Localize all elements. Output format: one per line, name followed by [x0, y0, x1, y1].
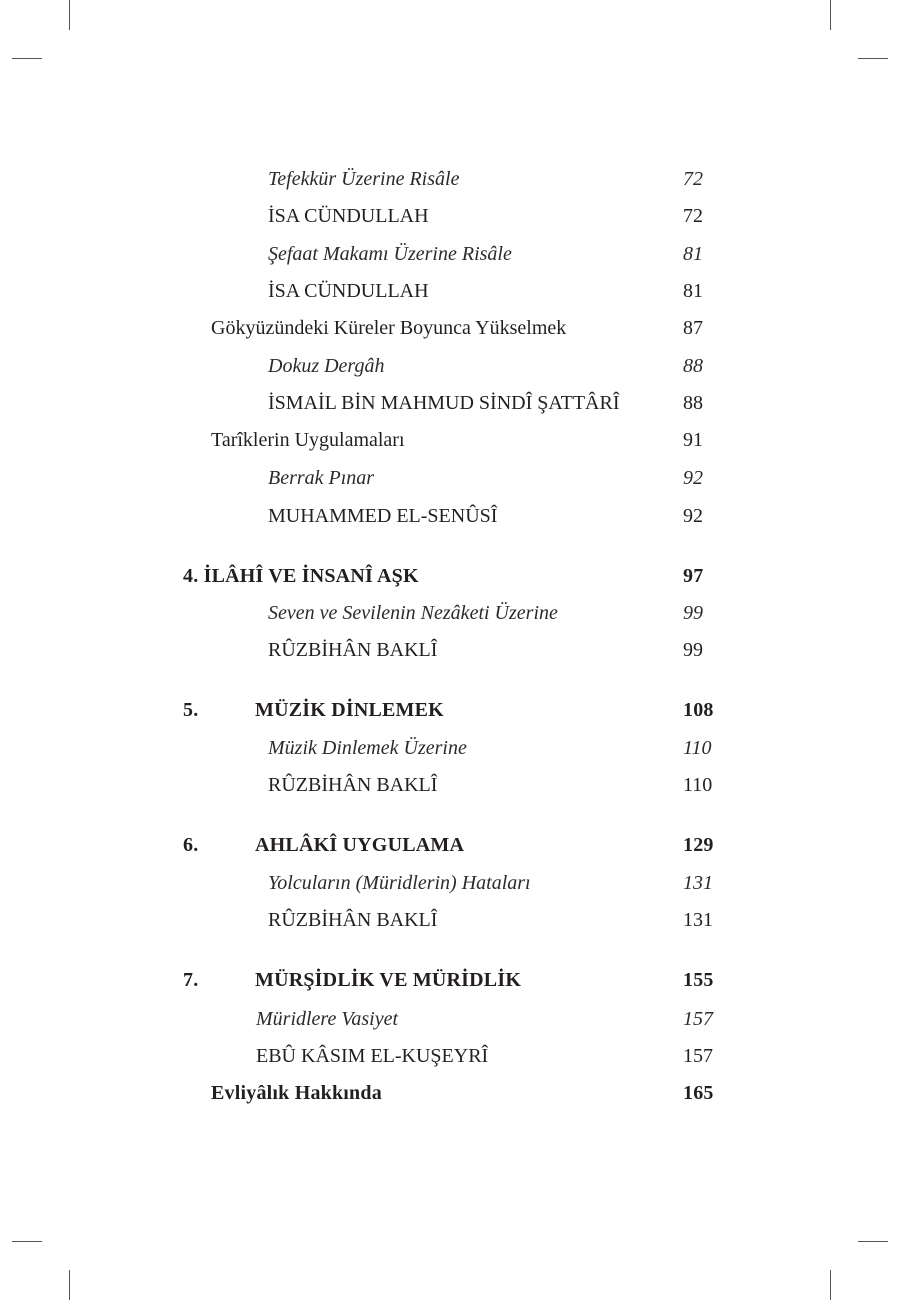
- toc-entry-title: Seven ve Sevilenin Nezâketi Üzerine: [268, 602, 558, 624]
- toc-page-number: 81: [683, 243, 703, 265]
- toc-page-number: 72: [683, 168, 703, 190]
- toc-entry-title: İSA CÜNDULLAH: [268, 205, 429, 227]
- toc-entry: [0, 164, 900, 194]
- toc-entry-title: EBÛ KÂSIM EL-KUŞEYRÎ: [256, 1045, 489, 1067]
- toc-entry: [0, 276, 900, 306]
- toc-entry-title: MÜRŞİDLİK VE MÜRİDLİK: [255, 969, 522, 991]
- toc-entry: [0, 733, 900, 763]
- toc-page-number: 110: [683, 774, 713, 796]
- toc-page-number: 157: [683, 1008, 713, 1030]
- toc-chapter-number: 7.: [183, 969, 199, 991]
- toc-entry: [0, 351, 900, 381]
- toc-entry-title: Berrak Pınar: [268, 467, 375, 489]
- toc-chapter-number: 6.: [183, 834, 199, 856]
- toc-entry-title: 4. İLÂHÎ VE İNSANÎ AŞK: [183, 565, 419, 587]
- toc-entry: [0, 239, 900, 269]
- toc-entry-title: Şefaat Makamı Üzerine Risâle: [268, 243, 512, 265]
- toc-page-number: 131: [683, 909, 713, 931]
- toc-entry-title: MUHAMMED EL-SENÛSÎ: [268, 505, 498, 527]
- toc-page-number: 88: [683, 392, 703, 414]
- toc-chapter-number: 5.: [183, 699, 199, 721]
- toc-entry: [0, 1041, 900, 1071]
- toc-page-number: 87: [683, 317, 703, 339]
- toc-page-number: 72: [683, 205, 703, 227]
- toc-page-number: 91: [683, 429, 703, 451]
- toc-entry-title: Müzik Dinlemek Üzerine: [268, 737, 467, 759]
- toc-entry-title: Yolcuların (Müridlerin) Hataları: [268, 872, 531, 894]
- toc-entry: [0, 830, 900, 860]
- toc-page-number: 110: [683, 737, 712, 759]
- toc-page-number: 81: [683, 280, 703, 302]
- toc-entry-title: Evliyâlık Hakkında: [211, 1082, 382, 1104]
- toc-entry: [0, 201, 900, 231]
- toc-page-number: 131: [683, 872, 713, 894]
- toc-entry: [0, 965, 900, 995]
- toc-entry: [0, 905, 900, 935]
- toc-entry: [0, 635, 900, 665]
- toc-entry: [0, 695, 900, 725]
- toc-page-number: 165: [683, 1082, 714, 1104]
- toc-entry: [0, 868, 900, 898]
- toc-page-number: 99: [683, 639, 703, 661]
- toc-page-number: 88: [683, 355, 703, 377]
- toc-page-number: 99: [683, 602, 703, 624]
- toc-entry: [0, 770, 900, 800]
- toc-page-number: 92: [683, 467, 703, 489]
- toc-entry-title: İSA CÜNDULLAH: [268, 280, 429, 302]
- toc-page-number: 92: [683, 505, 703, 527]
- toc-entry-title: RÛZBİHÂN BAKLÎ: [268, 774, 438, 796]
- toc-entry-title: AHLÂKÎ UYGULAMA: [255, 834, 465, 856]
- toc-entry-title: Tarîklerin Uygulamaları: [211, 429, 405, 451]
- toc-page-number: 157: [683, 1045, 713, 1067]
- toc-entry-title: İSMAİL BİN MAHMUD SİNDÎ ŞATTÂRÎ: [268, 392, 620, 414]
- toc-entry-title: Gökyüzündeki Küreler Boyunca Yükselmek: [211, 317, 567, 339]
- toc-entry: [0, 501, 900, 531]
- toc-entry-title: RÛZBİHÂN BAKLÎ: [268, 909, 438, 931]
- toc-entry-title: RÛZBİHÂN BAKLÎ: [268, 639, 438, 661]
- toc-entry-title: Müridlere Vasiyet: [256, 1008, 399, 1030]
- toc-entry: [0, 425, 900, 455]
- toc-entry: [0, 598, 900, 628]
- toc-entry: [0, 463, 900, 493]
- toc-entry: [0, 1004, 900, 1034]
- toc-entry-title: MÜZİK DİNLEMEK: [255, 699, 444, 721]
- toc-page-number: 155: [683, 969, 714, 991]
- toc-entry-title: Dokuz Dergâh: [268, 355, 385, 377]
- toc-page-number: 108: [683, 699, 714, 721]
- toc-entry: [0, 388, 900, 418]
- toc-entry: [0, 1078, 900, 1108]
- toc-entry: [0, 313, 900, 343]
- toc-page-number: 129: [683, 834, 714, 856]
- toc-entry-title: Tefekkür Üzerine Risâle: [268, 168, 460, 190]
- toc-entry: [0, 561, 900, 591]
- toc-page-number: 97: [683, 565, 704, 587]
